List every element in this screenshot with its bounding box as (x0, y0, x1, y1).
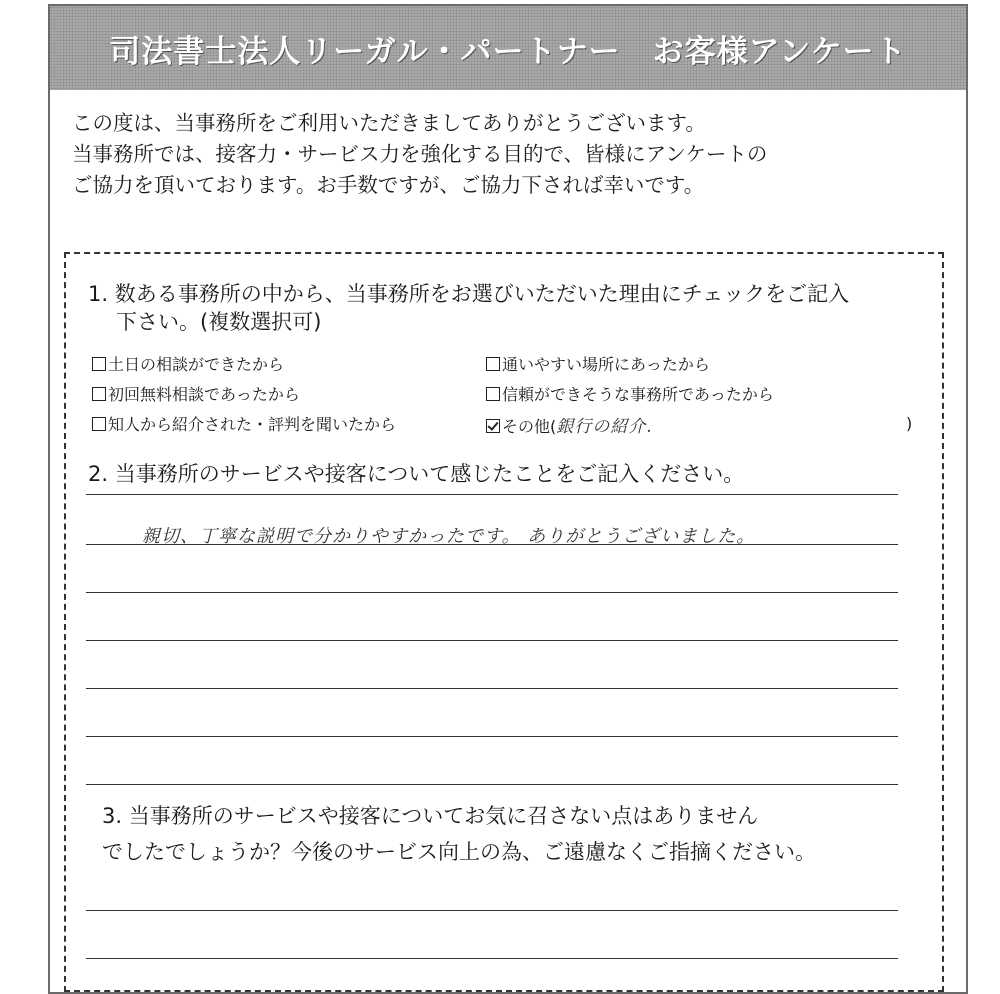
question-area (64, 252, 944, 992)
option-other[interactable] (486, 412, 653, 437)
checkbox[interactable] (92, 387, 106, 401)
title-banner (50, 6, 966, 90)
answer-line (86, 494, 898, 495)
question-2-text: 2. 当事務所のサービスや接客について感じたことをご記入ください。 (88, 462, 745, 486)
option-label: 土日の相談ができたから (108, 355, 285, 374)
answer-line (86, 592, 898, 593)
option-label: その他( (502, 417, 557, 436)
checkbox[interactable] (92, 417, 106, 431)
page-title: 司法書士法人リーガル・パートナー お客様アンケート (109, 33, 907, 70)
intro-line: 当事務所では、接客力・サービス力を強化する目的で、皆様にアンケートの (72, 142, 768, 166)
option-label: 信頼ができそうな事務所であったから (502, 385, 774, 404)
checkbox-checked[interactable] (486, 419, 500, 433)
answer-line (86, 784, 898, 785)
option-free-consult[interactable] (92, 382, 300, 405)
option-trust[interactable] (486, 382, 774, 405)
intro-line: ご協力を頂いております。お手数ですが、ご協力下されば幸いです。 (72, 173, 705, 197)
q2-handwritten-answer: 親切、丁寧な説明で分かりやすかったです。 ありがとうございました。 (142, 526, 756, 547)
question-1-note: 下さい。(複数選択可) (116, 310, 322, 334)
answer-line (86, 736, 898, 737)
option-label: 通いやすい場所にあったから (502, 355, 710, 374)
checkbox[interactable] (92, 357, 106, 371)
option-weekend[interactable] (92, 352, 284, 375)
answer-line (86, 688, 898, 689)
answer-line (86, 640, 898, 641)
other-handwritten: 銀行の紹介. (556, 417, 653, 437)
survey-sheet (48, 4, 968, 994)
option-label: 知人から紹介された・評判を聞いたから (108, 415, 397, 434)
question-3-text: 3. 当事務所のサービスや接客についてお気に召さない点はありません (102, 804, 759, 828)
checkbox[interactable] (486, 357, 500, 371)
option-label: 初回無料相談であったから (108, 385, 300, 404)
answer-line (86, 910, 898, 911)
other-close-paren: ) (906, 414, 913, 433)
question-1-text: 1. 数ある事務所の中から、当事務所をお選びいただいた理由にチェックをご記入 (88, 282, 850, 306)
intro-text (72, 108, 932, 201)
answer-line (86, 544, 898, 545)
option-location[interactable] (486, 352, 710, 375)
question-3-text-cont: でしたでしょうか？今後のサービス向上の為、ご遠慮なくご指摘ください。 (102, 840, 816, 864)
answer-line (86, 958, 898, 959)
intro-line: この度は、当事務所をご利用いただきましてありがとうございます。 (72, 111, 706, 135)
option-referral[interactable] (92, 412, 396, 435)
checkbox[interactable] (486, 387, 500, 401)
